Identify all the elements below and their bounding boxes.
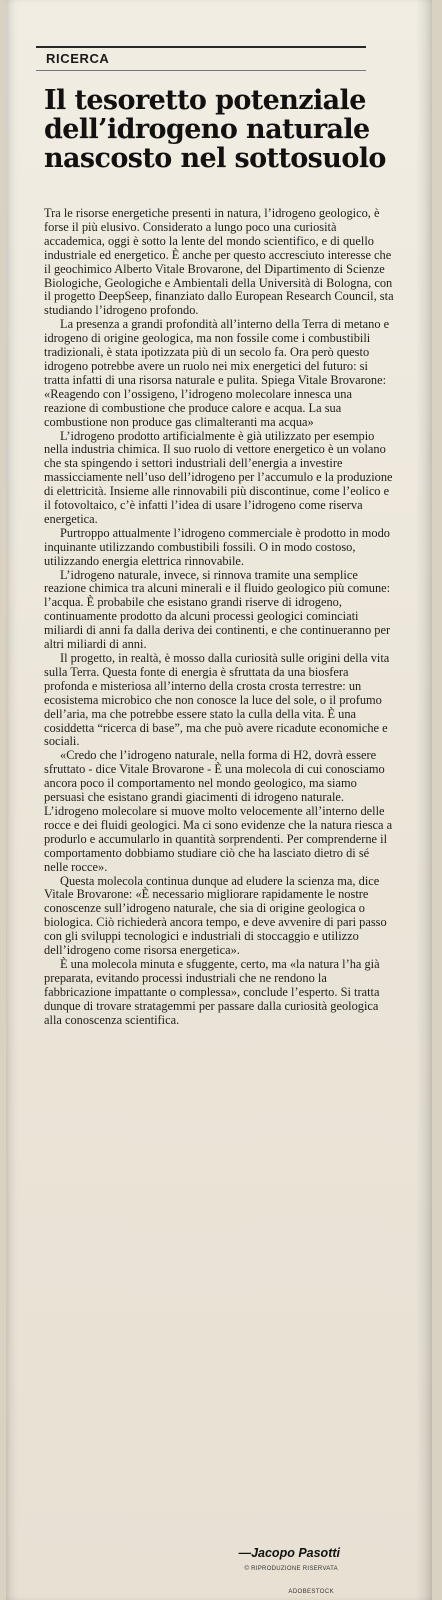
section-top-rule xyxy=(36,46,366,48)
newspaper-page xyxy=(6,0,432,1600)
headline-line: dell’idrogeno naturale xyxy=(44,114,370,145)
article-paragraph: «Credo che l’idrogeno naturale, nella forma di H2, dovrà essere sfruttato - dice Vitale Brovarone - È una molecola di cui conosciamo ancora poco il comportamento nel mondo geologico, ma siamo persuasi che esistano grandi giacimenti di idrogeno naturale. L’idrogeno molecolare si muove molto velocemente all’interno delle rocce e dei fluidi geologici. Ma ci sono evidenze che la natura riesca a produrlo e accumularlo in quantità sorprendenti. Per comprenderne il comportamento dobbiamo studiare ciò che ha lasciato dietro di sé nelle rocce». xyxy=(44,748,393,874)
section-bottom-rule xyxy=(36,70,366,71)
headline-line: Il tesoretto potenziale xyxy=(44,85,366,116)
article-paragraph: La presenza a grandi profondità all’interno della Terra di metano e idrogeno di origine geologica, ma non fossile come i combustibili tradizionali, è stata ipotizzata più di un secolo fa. Ora però questo idrogeno potrebbe avere un ruolo nei mix energetici del futuro: si tratta infatti di una risorsa naturale e pulita. Spiega Vitale Brovarone: «Reagendo con l’ossigeno, l’idrogeno molecolare innesca una reazione di combustione che produce calore e acqua. La sua combustione non produce gas climalteranti ma acqua» xyxy=(44,317,390,429)
article-paragraph: L’idrogeno naturale, invece, si rinnova tramite una semplice reazione chimica tra alcuni minerali e il fluido geologico più comune: l’acqua. È probabile che esistano grandi riserve di idrogeno, continuamente prodotto da alcuni processi geologici cominciati miliardi di anni fa dalla deriva dei continenti, e che continueranno per altri miliardi di anni. xyxy=(44,567,391,652)
copyright-note: © RIPRODUZIONE RISERVATA xyxy=(244,1566,338,1572)
photo-credit: ADOBESTOCK xyxy=(288,1589,334,1595)
page-edge-shadow xyxy=(416,0,432,1600)
article-paragraph: Questa molecola continua dunque ad eludere la scienza ma, dice Vitale Brovarone: «È necessario migliorare rapidamente le nostre conoscenze sull’idrogeno naturale, che sia di origine geologica o biologica. Ciò richiederà ancora tempo, e deve avvenire di pari passo con gli sviluppi tecnologici e industriali di stoccaggio e utilizzo dell’idrogeno come risorsa energetica». xyxy=(44,873,387,958)
article-paragraph: Purtroppo attualmente l’idrogeno commerciale è prodotto in modo inquinante utilizzando combustibili fossili. O in modo costoso, utilizzando energia elettrica rinnovabile. xyxy=(44,525,390,568)
headline-line: nascosto nel sottosuolo xyxy=(44,143,386,174)
article-paragraph: Tra le risorse energetiche presenti in natura, l’idrogeno geologico, è forse il più elusivo. Considerato a lungo poco una curiosità accademica, oggi è sotto la lente del mondo scientifico, e di quello industriale ed energetico. È anche per questo accresciuto interesse che il geochimico Alberto Vitale Brovarone, del Dipartimento di Scienze Biologiche, Geologiche e Ambientali della Università di Bologna, con il progetto DeepSeep, finanziato dallo European Research Council, sta studiando l’idrogeno profondo. xyxy=(44,206,394,318)
article-body xyxy=(44,207,396,1027)
article-paragraph: L’idrogeno prodotto artificialmente è già utilizzato per esempio nella industria chimica. Il suo ruolo di vettore energetico è un volano che sta spingendo i settori industriali dell’energia a investire massicciamente nell’uso dell’idrogeno per l’accumulo e la produzione di elettricità. Insieme alle rinnovabili più discontinue, come l’eolico e il fotovoltaico, c’è infatti l’idea di usare l’idrogeno come riserva energetica. xyxy=(44,428,393,526)
article-headline xyxy=(44,86,404,173)
author-signature: —Jacopo Pasotti xyxy=(238,1546,340,1560)
section-label: RICERCA xyxy=(46,51,110,66)
article-paragraph: È una molecola minuta e sfuggente, certo, ma «la natura l’ha già preparata, evitando processi industriali che ne rendono la fabbricazione impattante o complessa», conclude l’esperto. Si tratta dunque di trovare stratagemmi per passare dalla curiosità geologica alla conoscenza scientifica. xyxy=(44,956,380,1027)
article-paragraph: Il progetto, in realtà, è mosso dalla curiosità sulle origini della vita sulla Terra. Questa fonte di energia è sfruttata da una biosfera profonda e misteriosa all’interno della crosta crosta terrestre: un ecosistema microbico che non conosce la luce del sole, o il profumo dell’aria, ma che potrebbe essere stato la culla della vita. È una cosiddetta “ricerca di base”, ma che può avere ricadute economiche e sociali. xyxy=(44,651,390,749)
